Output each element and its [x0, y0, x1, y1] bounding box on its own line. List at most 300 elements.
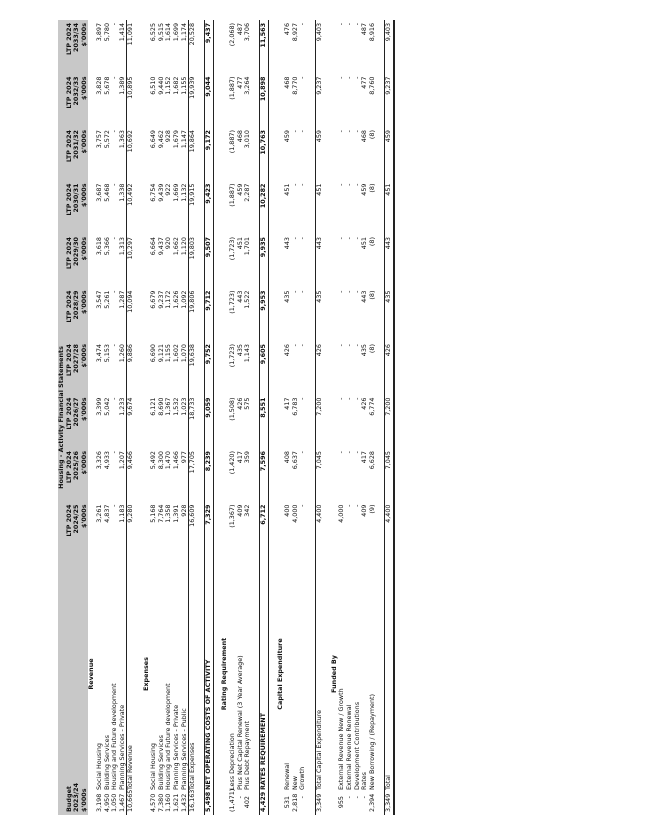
ltp-value: 359 [243, 451, 252, 464]
ltp-value: (1,723) [228, 237, 237, 261]
ltp-value: 9,059 [205, 395, 214, 449]
ltp-value: 9,935 [260, 234, 269, 288]
ltp-value: 459 [315, 127, 323, 181]
ltp-value: - [352, 130, 361, 133]
total-row [127, 20, 135, 815]
ltp-value: - [110, 76, 119, 79]
statement-body [88, 20, 393, 815]
ltp-value: 6,783 [290, 397, 299, 416]
ltp-value: - [298, 290, 307, 293]
ltp-value: 1,682 [171, 76, 180, 95]
spacer-row [135, 20, 143, 815]
ltp-value: - [337, 397, 346, 400]
ltp-value: 19,864 [189, 127, 197, 181]
table-row [346, 20, 354, 815]
line-item-label: Planning Services - Public [179, 708, 188, 790]
ltp-value: 9,237 [156, 290, 165, 309]
units-header: $'000s [81, 181, 89, 235]
ltp-value: 1,367 [164, 397, 173, 416]
ltp-value: (2,068) [228, 22, 237, 47]
table-row [299, 20, 307, 815]
section-heading: Funded By [329, 655, 338, 693]
ltp-value: 6,664 [149, 237, 158, 256]
line-item-label: External Revenue Renewal [344, 704, 353, 790]
ltp-value: - [337, 183, 346, 186]
ltp-value: 9,886 [127, 341, 135, 395]
budget-value: 1,621 [171, 793, 180, 812]
ltp-value: 1,466 [171, 451, 180, 470]
budget-value: (1,471) [228, 788, 237, 812]
ltp-value: 5,042 [102, 397, 111, 416]
ltp-value: 409 [235, 504, 244, 517]
units-header: $'000s [81, 448, 89, 502]
year-header: 2033/34 [73, 20, 81, 74]
boxed-row [260, 20, 269, 815]
spacer-cell [307, 20, 315, 815]
ltp-value: 6,679 [149, 290, 158, 309]
budget-value: 3,349 [315, 793, 323, 815]
budget-value: 1,050 [110, 793, 119, 812]
budget-value: 3,198 [94, 793, 103, 812]
line-item-label: Less Depreciation [228, 733, 237, 790]
budget-value: 16,163 [189, 793, 197, 815]
ltp-value: 9,674 [127, 395, 135, 449]
ltp-value: 1,358 [164, 504, 173, 523]
ltp-value: (1,887) [228, 76, 237, 100]
ltp-value: - [298, 76, 307, 79]
ltp-value: 477 [235, 76, 244, 89]
budget-value: 4,950 [102, 793, 111, 812]
ltp-value: 977 [179, 451, 188, 464]
budget-value: 955 [337, 796, 346, 809]
ltp-value: 435 [283, 290, 292, 303]
ltp-value: 9,403 [315, 20, 323, 74]
ltp-value: 10,898 [260, 74, 269, 128]
ltp-value: 9,712 [205, 288, 214, 342]
ltp-value: 5,366 [102, 237, 111, 256]
ltp-value: 9,515 [156, 22, 165, 42]
section-heading: Capital Expenditure [275, 638, 284, 710]
ltp-value: - [290, 183, 299, 186]
ltp-value: 4,933 [102, 451, 111, 470]
ltp-value: 9,172 [205, 127, 214, 181]
ltp-value: 1,679 [171, 130, 180, 149]
ltp-value: 468 [235, 130, 244, 143]
ltp-value: - [110, 22, 119, 26]
ltp-value: 1,669 [171, 183, 180, 202]
ltp-value: 1,152 [164, 76, 173, 95]
ltp-value: 10,492 [127, 181, 135, 235]
ltp-value: (1,367) [228, 504, 237, 528]
ltp-value: 1,174 [179, 22, 188, 42]
ltp-value: - [298, 237, 307, 240]
ltp-value: - [298, 344, 307, 347]
ltp-value: 2,287 [243, 183, 252, 202]
ltp-value: 9,237 [315, 74, 323, 128]
line-item-label: Building Services [102, 735, 111, 790]
ltp-value: - [352, 22, 361, 26]
ltp-value: 18,733 [189, 395, 197, 449]
section-filler [331, 74, 339, 128]
ltp-value: - [337, 22, 346, 26]
year-header: 2031/32 [73, 127, 81, 181]
ltp-value: 468 [283, 76, 292, 89]
ltp-value: 4,400 [384, 502, 393, 556]
ltp-value: 6,690 [149, 344, 158, 363]
ltp-value: - [344, 504, 353, 507]
ltp-value: 443 [360, 290, 369, 303]
boxed-row [205, 20, 214, 815]
units-header: $'000s [81, 395, 89, 449]
ltp-value: 435 [384, 288, 393, 342]
ltp-value: 426 [360, 397, 369, 410]
spacer-cell [135, 20, 143, 815]
ltp-value: 8,551 [260, 395, 269, 449]
budget-value: 402 [243, 796, 252, 809]
year-header: 2030/31 [73, 181, 81, 235]
ltp-value: 20,528 [189, 20, 197, 74]
ltp-value: 3,474 [94, 344, 103, 363]
section-heading: Rating Requirement [220, 637, 229, 711]
ltp-value: 7,200 [315, 395, 323, 449]
ltp-value: 468 [360, 130, 369, 143]
ltp-value: 5,572 [102, 130, 111, 149]
units-header: $'000s [81, 234, 89, 288]
ltp-value: - [298, 183, 307, 186]
ltp-value: 10,692 [127, 127, 135, 181]
budget-value: 5,498 [205, 793, 214, 815]
ltp-value: 1,132 [179, 183, 188, 202]
ltp-value: 7,045 [384, 448, 393, 502]
ltp-value: 10,763 [260, 127, 269, 181]
year-header: 2025/26 [73, 448, 81, 502]
ltp-value: 10,282 [260, 181, 269, 235]
ltp-value: 8,927 [290, 22, 299, 42]
ltp-value: 459 [235, 183, 244, 196]
ltp-value: - [110, 451, 119, 454]
ltp-value: 9,121 [156, 344, 165, 363]
ltp-value: (8) [367, 344, 376, 354]
ltp-value: 1,070 [179, 344, 188, 363]
ltp-header: LTP 2024 [66, 234, 74, 288]
ltp-value: 1,614 [164, 22, 173, 42]
ltp-value: 459 [360, 183, 369, 196]
ltp-value: - [110, 130, 119, 133]
ltp-value: 451 [384, 181, 393, 235]
ltp-header: LTP 2024 [66, 341, 74, 395]
ltp-value: - [344, 130, 353, 133]
ltp-value: 3,757 [94, 130, 103, 149]
ltp-value: 9,462 [156, 130, 165, 149]
year-header: 2026/27 [73, 395, 81, 449]
line-item-label: New Borrowing / (Repayment) [367, 693, 376, 790]
section-heading: Expenses [141, 657, 150, 691]
line-item-label: Social Housing [149, 743, 158, 790]
section-filler [331, 20, 339, 74]
ltp-value: 1,092 [179, 290, 188, 309]
year-header: 2024/25 [73, 502, 81, 556]
year-header: 2032/33 [73, 74, 81, 128]
ltp-value: 9,752 [205, 341, 214, 395]
ltp-header: LTP 2024 [66, 395, 74, 449]
ltp-value: 1,313 [117, 237, 126, 256]
ltp-value: 6,712 [260, 502, 269, 556]
ltp-value: 11,091 [127, 20, 135, 74]
ltp-value: 7,596 [260, 448, 269, 502]
ltp-value: 9,953 [260, 288, 269, 342]
ltp-value: 443 [384, 234, 393, 288]
line-item-label: Building Services [156, 735, 165, 790]
ltp-value: 417 [235, 451, 244, 464]
ltp-value: 487 [360, 22, 369, 36]
line-item-label: Growth [298, 766, 307, 790]
ltp-value: 16,609 [189, 502, 197, 556]
section-filler [331, 395, 339, 449]
ltp-value: 17,705 [189, 448, 197, 502]
ltp-value: 443 [235, 290, 244, 303]
budget-value: 4,429 [260, 793, 269, 815]
ltp-value: 6,121 [149, 397, 158, 416]
ltp-value: 9,605 [260, 341, 269, 395]
ltp-value: 9,403 [384, 20, 393, 74]
ltp-value: 459 [384, 127, 393, 181]
ltp-value: - [337, 76, 346, 79]
ltp-value: 1,172 [164, 290, 173, 309]
ltp-value: 4,000 [290, 504, 299, 523]
ltp-value: 5,468 [102, 183, 111, 202]
ltp-header: LTP 2024 [66, 448, 74, 502]
ltp-value: 8,239 [205, 448, 214, 502]
ltp-value: 476 [283, 22, 292, 36]
ltp-value: - [110, 290, 119, 293]
budget-value: 10,665 [127, 793, 135, 815]
ltp-value: - [110, 504, 119, 507]
ltp-value: 8,300 [156, 451, 165, 470]
section-filler [331, 234, 339, 288]
ltp-value: 9,507 [205, 234, 214, 288]
ltp-value: 1,662 [171, 237, 180, 256]
ltp-value: 10,094 [127, 288, 135, 342]
ltp-value: 426 [283, 344, 292, 357]
ltp-header: LTP 2024 [66, 127, 74, 181]
ltp-header: LTP 2024 [66, 288, 74, 342]
ltp-value: 451 [315, 181, 323, 235]
units-header: $'000s [81, 502, 89, 556]
ltp-value: 5,492 [149, 451, 158, 470]
ltp-value: 1,701 [243, 237, 252, 256]
ltp-value: 6,628 [367, 451, 376, 470]
line-item-label: External Revenue New / Growth [337, 688, 346, 790]
ltp-value: 3,618 [94, 237, 103, 256]
table-row [338, 20, 346, 815]
ltp-value: 7,329 [205, 502, 214, 556]
ltp-value: 5,261 [102, 290, 111, 309]
ltp-value: 3,326 [94, 451, 103, 470]
ltp-value: 6,637 [290, 451, 299, 470]
ltp-value: 1,143 [243, 344, 252, 363]
ltp-value: - [344, 397, 353, 400]
ltp-value: (8) [367, 183, 376, 193]
ltp-value: 6,649 [149, 130, 158, 149]
budget-value: 2,818 [290, 793, 299, 812]
year-header: 2028/29 [73, 288, 81, 342]
ltp-header: LTP 2024 [66, 181, 74, 235]
ltp-value: (1,508) [228, 397, 237, 421]
ltp-value: (9) [367, 504, 376, 514]
ltp-value: - [290, 237, 299, 240]
ltp-value: (1,887) [228, 183, 237, 207]
ltp-value: - [352, 237, 361, 240]
total-row [189, 20, 197, 815]
table-row [284, 20, 292, 815]
ltp-value: - [337, 451, 346, 454]
ltp-value: 435 [360, 344, 369, 357]
ltp-value: 19,806 [189, 288, 197, 342]
ltp-value: 1,414 [117, 22, 126, 42]
ltp-value: 1,155 [179, 76, 188, 95]
ltp-value: 417 [360, 451, 369, 464]
ltp-value: 426 [235, 397, 244, 410]
ltp-value: - [337, 130, 346, 133]
ltp-header: LTP 2024 [66, 502, 74, 556]
line-item-label: NET OPERATING COSTS OF ACTIVITY [205, 555, 214, 793]
ltp-value: 9,280 [127, 502, 135, 556]
ltp-value: 8,916 [367, 22, 376, 42]
ltp-value: 3,897 [94, 22, 103, 42]
ltp-value: 9,437 [156, 237, 165, 256]
budget-value: 1,432 [179, 793, 188, 812]
ltp-value: (8) [367, 130, 376, 140]
ltp-value: 5,168 [149, 504, 158, 523]
budget-value: 4,570 [149, 793, 158, 812]
ltp-value: 417 [283, 397, 292, 410]
ltp-value: 1,260 [117, 344, 126, 363]
ltp-value: 9,044 [205, 74, 214, 128]
line-item-label: Planning Services - Private [171, 704, 180, 790]
budget-header: Budget [66, 555, 74, 815]
ltp-value: - [110, 237, 119, 240]
ltp-value: 1,602 [171, 344, 180, 363]
budget-value: 2,394 [367, 793, 376, 812]
budget-year-header: 2023/24 [73, 555, 81, 815]
ltp-value: 8,760 [367, 76, 376, 95]
line-item-label: Housing and Future development [110, 683, 119, 790]
ltp-value: - [298, 22, 307, 26]
ltp-value: 451 [283, 183, 292, 196]
ltp-value: 1,183 [117, 504, 126, 523]
ltp-value: 10,895 [127, 74, 135, 128]
ltp-value: - [298, 504, 307, 507]
ltp-value: 7,045 [315, 448, 323, 502]
ltp-value: 3,261 [94, 504, 103, 523]
ltp-value: (1,420) [228, 451, 237, 475]
ltp-value: 409 [360, 504, 369, 517]
ltp-value: - [344, 237, 353, 240]
ltp-value: 451 [360, 237, 369, 250]
ltp-value: - [352, 397, 361, 400]
ltp-value: 1,155 [164, 344, 173, 363]
financial-statement-table [58, 20, 395, 815]
ltp-value: - [337, 290, 346, 293]
line-item-label: Plus Debt Repayment [243, 720, 252, 790]
ltp-value: 1,287 [117, 290, 126, 309]
ltp-value: 3,399 [94, 397, 103, 416]
table-row [244, 20, 252, 815]
ltp-value: - [298, 451, 307, 454]
ltp-value: 1,532 [171, 397, 180, 416]
ltp-value: 487 [235, 22, 244, 36]
ltp-value: - [352, 76, 361, 79]
ltp-value: 1,699 [171, 22, 180, 42]
ltp-value: - [337, 237, 346, 240]
budget-value: 531 [283, 796, 292, 809]
ltp-value: - [352, 344, 361, 347]
ltp-value: 575 [243, 397, 252, 410]
budget-value: - [344, 796, 353, 799]
ltp-value: 19,638 [189, 341, 197, 395]
ltp-value: (8) [367, 237, 376, 247]
line-item-label: Total Revenue [127, 555, 135, 793]
ltp-value: 6,774 [367, 397, 376, 416]
ltp-value: - [290, 344, 299, 347]
ltp-header: LTP 2024 [66, 74, 74, 128]
ltp-value: 6,510 [149, 76, 158, 95]
ltp-value: - [352, 290, 361, 293]
ltp-value: 3,010 [243, 130, 252, 149]
budget-value: - [298, 796, 307, 799]
ltp-value: 928 [179, 504, 188, 517]
line-item-label: Rates [360, 772, 369, 790]
ltp-value: 1,470 [164, 451, 173, 470]
units-header: $'000s [81, 127, 89, 181]
ltp-value: - [344, 76, 353, 79]
ltp-value: 435 [315, 288, 323, 342]
ltp-value: - [344, 344, 353, 347]
units-header: $'000s [81, 74, 89, 128]
ltp-value: - [298, 397, 307, 400]
ltp-value: - [290, 290, 299, 293]
ltp-value: 5,678 [102, 76, 111, 95]
ltp-value: 7,200 [384, 395, 393, 449]
ltp-value: 1,391 [171, 504, 180, 523]
budget-value: 7,380 [156, 793, 165, 812]
ltp-value: 9,440 [156, 76, 165, 95]
ltp-value: 426 [384, 341, 393, 395]
ltp-value: 1,120 [179, 237, 188, 256]
line-item-label: Social Housing [94, 743, 103, 790]
ltp-value: 5,153 [102, 344, 111, 363]
ltp-header: LTP 2024 [66, 20, 74, 74]
ltp-value: 451 [235, 237, 244, 250]
spacer-row [307, 20, 315, 815]
ltp-value: 920 [164, 237, 173, 250]
ltp-value: - [344, 290, 353, 293]
budget-value: 1,160 [164, 793, 173, 812]
ltp-value: - [110, 344, 119, 347]
section-filler [331, 288, 339, 342]
ltp-value: - [110, 183, 119, 186]
ltp-value: (1,887) [228, 130, 237, 154]
ltp-value: (8) [367, 290, 376, 300]
ltp-value: 9,237 [384, 74, 393, 128]
ltp-value: 9,423 [205, 181, 214, 235]
ltp-value: 5,780 [102, 22, 111, 42]
section-filler [331, 341, 339, 395]
line-item-label: Renewal [283, 763, 292, 790]
line-item-label: Development Contributions [352, 701, 361, 790]
ltp-value: - [344, 451, 353, 454]
ltp-value: 443 [283, 237, 292, 250]
